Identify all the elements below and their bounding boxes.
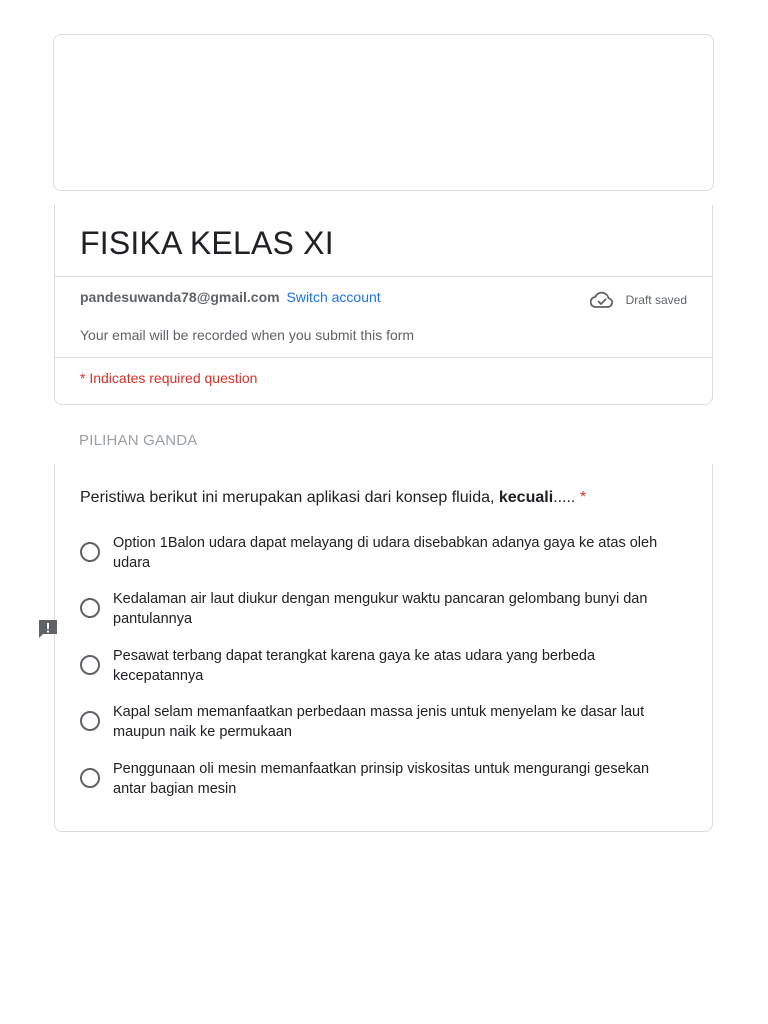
option-label: Kedalaman air laut diukur dengan mengukur waktu pancaran gelombang bunyi dan pantulannya (113, 591, 648, 627)
account-email: pandesuwanda78@gmail.com (80, 289, 280, 305)
cloud-check-icon (590, 291, 614, 309)
divider (55, 357, 712, 358)
radio-button[interactable] (80, 655, 100, 675)
email-note: Your email will be recorded when you submit this form (80, 327, 415, 343)
draft-status (590, 291, 687, 309)
option-5[interactable] (80, 759, 680, 799)
form-title: FISIKA KELAS XI (80, 225, 334, 261)
required-star: * (579, 489, 587, 506)
radio-button[interactable] (80, 542, 100, 562)
option-label: Kapal selam memanfaatkan perbedaan massa jenis untuk menyelam ke dasar laut maupun naik ke permukaan (113, 704, 645, 740)
header-image-card (53, 34, 714, 191)
question-text (80, 489, 586, 507)
radio-button[interactable] (80, 768, 100, 788)
question-text-ellipsis: ..... (553, 489, 576, 506)
question-text-emphasis: kecuali (498, 489, 554, 506)
report-problem-icon[interactable] (37, 618, 59, 640)
radio-button[interactable] (80, 711, 100, 731)
switch-account-link[interactable]: Switch account (286, 289, 381, 305)
option-3[interactable] (80, 646, 680, 686)
question-card (54, 464, 713, 832)
radio-button[interactable] (80, 598, 100, 618)
option-label: Pesawat terbang dapat terangkat karena gaya ke atas udara yang berbeda kecepatannya (113, 648, 596, 684)
form-title-card (54, 205, 713, 405)
question-text-main: Peristiwa berikut ini merupakan aplikasi dari konsep fluida, (80, 489, 499, 506)
section-title: PILIHAN GANDA (79, 432, 198, 449)
option-4[interactable] (80, 702, 680, 742)
option-1[interactable] (80, 533, 680, 573)
divider (55, 276, 712, 277)
option-2[interactable] (80, 589, 680, 629)
option-label: Option 1Balon udara dapat melayang di udara disebabkan adanya gaya ke atas oleh udara (113, 535, 658, 571)
draft-status-text: Draft saved (625, 293, 687, 307)
required-note: * Indicates required question (80, 370, 258, 386)
option-label: Penggunaan oli mesin memanfaatkan prinsip viskositas untuk mengurangi gesekan antar bagian mesin (113, 761, 650, 797)
account-row (80, 289, 381, 305)
